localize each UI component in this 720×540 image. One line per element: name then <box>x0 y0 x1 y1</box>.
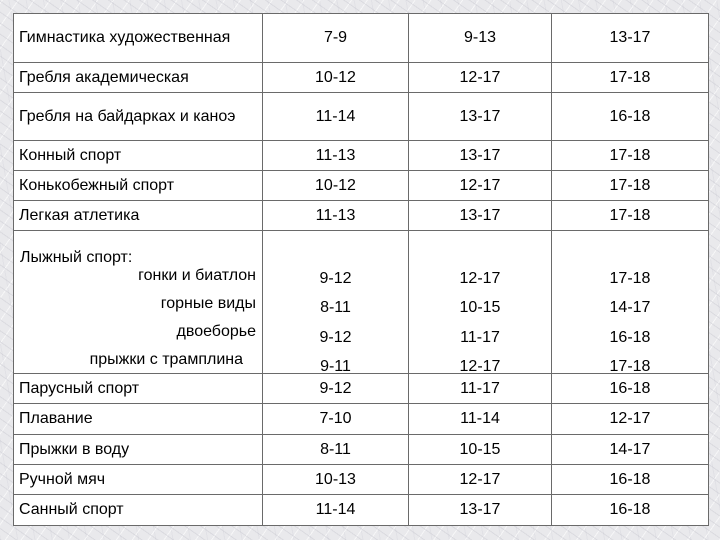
age-range-2: 9-13 <box>409 14 552 63</box>
skiing-range: 17-18 <box>609 269 651 287</box>
age-range-1 <box>263 231 409 374</box>
age-range-1: 9-12 <box>263 374 409 404</box>
age-range-1: 11-14 <box>263 92 409 140</box>
age-range-2: 10-15 <box>409 434 552 464</box>
skiing-range: 10-15 <box>459 299 501 317</box>
sport-name: Конный спорт <box>14 140 263 170</box>
sport-name: Гимнастика художественная <box>14 14 263 63</box>
sport-name: Плавание <box>14 404 263 434</box>
age-range-1: 10-12 <box>263 170 409 200</box>
age-range-3: 17-18 <box>552 62 709 92</box>
skiing-range: 9-12 <box>319 269 352 287</box>
age-range-3: 16-18 <box>552 494 709 525</box>
skiing-discipline: гонки и биатлон <box>138 266 256 284</box>
age-range-2: 12-17 <box>409 464 552 494</box>
sport-name: Ручной мяч <box>14 464 263 494</box>
age-range-3: 13-17 <box>552 14 709 63</box>
skiing-range: 16-18 <box>609 328 651 346</box>
table-row <box>14 434 709 464</box>
sport-name: Парусный спорт <box>14 374 263 404</box>
skiing-title: Лыжный спорт: <box>20 248 133 266</box>
age-range-3 <box>552 231 709 374</box>
age-range-3: 12-17 <box>552 404 709 434</box>
sport-name: Санный спорт <box>14 494 263 525</box>
table-row <box>14 374 709 404</box>
skiing-range: 12-17 <box>459 269 501 287</box>
table-row <box>14 200 709 230</box>
age-range-3: 16-18 <box>552 464 709 494</box>
age-range-3: 14-17 <box>552 434 709 464</box>
sport-name: Легкая атлетика <box>14 200 263 230</box>
age-range-1: 7-10 <box>263 404 409 434</box>
skiing-discipline: двоеборье <box>176 322 256 340</box>
age-range-2: 13-17 <box>409 92 552 140</box>
age-range-2: 12-17 <box>409 170 552 200</box>
skiing-range: 14-17 <box>609 299 651 317</box>
age-range-2: 13-17 <box>409 494 552 525</box>
sport-name: Гребля академическая <box>14 62 263 92</box>
sport-name: Прыжки в воду <box>14 434 263 464</box>
age-range-3: 17-18 <box>552 170 709 200</box>
table-row <box>14 14 709 63</box>
sports-age-table <box>13 13 709 526</box>
skiing-range: 9-12 <box>319 328 352 346</box>
skiing-discipline: прыжки с трамплина <box>89 350 243 368</box>
age-range-1: 7-9 <box>263 14 409 63</box>
sport-name-skiing <box>14 231 263 374</box>
age-range-1: 10-12 <box>263 62 409 92</box>
table-row <box>14 494 709 525</box>
sports-age-table-sheet <box>13 13 708 526</box>
age-range-3: 17-18 <box>552 200 709 230</box>
age-range-2: 12-17 <box>409 62 552 92</box>
age-range-3: 17-18 <box>552 140 709 170</box>
table-row <box>14 404 709 434</box>
skiing-range: 11-17 <box>460 328 500 346</box>
table-row-skiing <box>14 231 709 374</box>
age-range-3: 16-18 <box>552 374 709 404</box>
age-range-2: 11-14 <box>409 404 552 434</box>
table-row <box>14 62 709 92</box>
age-range-1: 8-11 <box>263 434 409 464</box>
age-range-1: 11-14 <box>263 494 409 525</box>
age-range-1: 10-13 <box>263 464 409 494</box>
age-range-1: 11-13 <box>263 200 409 230</box>
sport-name: Гребля на байдарках и каноэ <box>14 92 263 140</box>
age-range-2: 13-17 <box>409 140 552 170</box>
skiing-range: 8-11 <box>320 299 351 317</box>
age-range-2: 11-17 <box>409 374 552 404</box>
skiing-range: 17-18 <box>609 358 651 376</box>
table-row <box>14 92 709 140</box>
age-range-1: 11-13 <box>263 140 409 170</box>
skiing-range: 12-17 <box>459 358 501 376</box>
age-range-3: 16-18 <box>552 92 709 140</box>
skiing-discipline: горные виды <box>160 294 256 312</box>
table-row <box>14 464 709 494</box>
age-range-2: 13-17 <box>409 200 552 230</box>
table-row <box>14 170 709 200</box>
skiing-range: 9-11 <box>320 358 351 376</box>
table-row <box>14 140 709 170</box>
age-range-2 <box>409 231 552 374</box>
sport-name: Конькобежный спорт <box>14 170 263 200</box>
